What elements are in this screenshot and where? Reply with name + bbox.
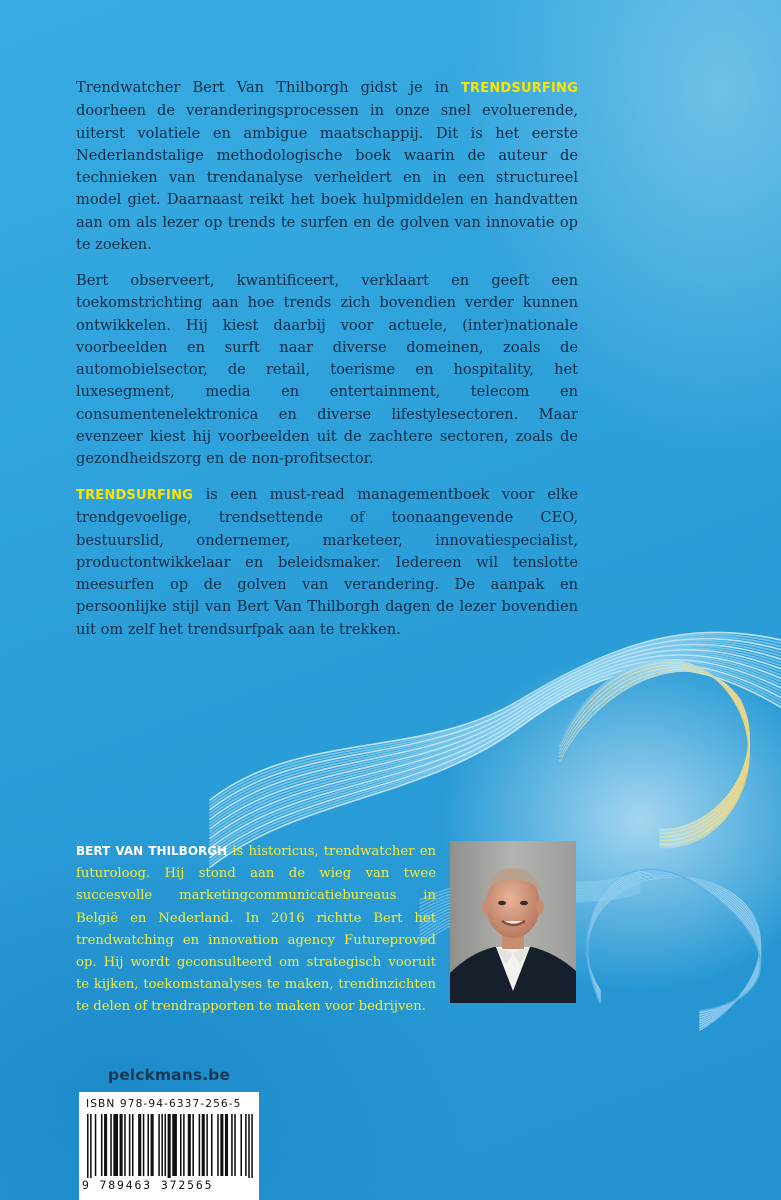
- author-bio-text: is historicus, trendwatcher en futuroloog. Hij stond aan de wieg van twee succesvolle marketingcommunicatiebureaus in België en Nederland. In 2016 richtte Bert het trendwatching en innovation agency Futureproved op. Hij wordt geconsulteerd om strategisch vooruit te kijken, toekomstanalyses te maken, trendinzichten te delen of trendrapporten te maken voor bedrijven.: [76, 844, 436, 1015]
- author-name: BERT VAN THILBORGH: [76, 844, 228, 858]
- barcode-graphic: [85, 1114, 255, 1188]
- blurb-paragraph-3: [76, 484, 578, 641]
- blurb-paragraph-2: Bert observeert, kwantificeert, verklaart en geeft een toekomstrichting aan hoe trends zich bovendien verder kunnen ontwikkelen. Hij kiest daarbij voor actuele, (inter)nationale voorbeelden en surft naar diverse domeinen, zoals de automobielsector, de retail, toerisme en hospitality, het luxesegment, media en entertainment, telecom en consumentenelektronica en diverse lifestylesectoren. Maar evenzeer kiest hij voorbeelden uit de zachtere sectoren, zoals de gezondheidszorg en de non-profitsector.: [76, 272, 578, 468]
- publisher-website: pelckmans.be: [108, 1066, 230, 1084]
- isbn-label: ISBN 978-94-6337-256-5: [86, 1098, 242, 1110]
- barcode-digits: 9 789463 372565: [82, 1178, 258, 1192]
- title-keyword: TRENDSURFING: [460, 81, 578, 96]
- author-bio: [76, 840, 436, 1019]
- isbn-barcode-panel: [79, 1092, 259, 1200]
- title-keyword: TRENDSURFING: [76, 488, 194, 503]
- author-photo: [450, 841, 576, 1003]
- blurb-p1-text-a: Trendwatcher Bert Van Thilborgh gidst je in: [76, 79, 461, 96]
- blurb-p3-text: is een must-read managementboek voor elke trendgevoelige, trendsettende of toonaangevende CEO, bestuurslid, ondernemer, marketeer, innovatiespecialist, productontwikkelaar en beleidsmaker. Iedereen wil tenslotte meesurfen op de golven van verandering. De aanpak en persoonlijke stijl van Bert Van Thilborgh dagen de lezer bovendien uit om zelf het trendsurfpak aan te trekken.: [76, 486, 578, 638]
- blurb-p1-text-b: doorheen de veranderingsprocessen in onze snel evoluerende, uiterst volatiele en ambigue maatschappij. Dit is het eerste Nederlandstalige methodologische boek waarin de auteur de technieken van trendanalyse verheldert en in een structureel model giet. Daarnaast reikt het boek hulpmiddelen en handvatten aan om als lezer op trends te surfen en de golven van innovatie op te zoeken.: [76, 102, 578, 254]
- blurb-paragraph-1: [76, 77, 578, 256]
